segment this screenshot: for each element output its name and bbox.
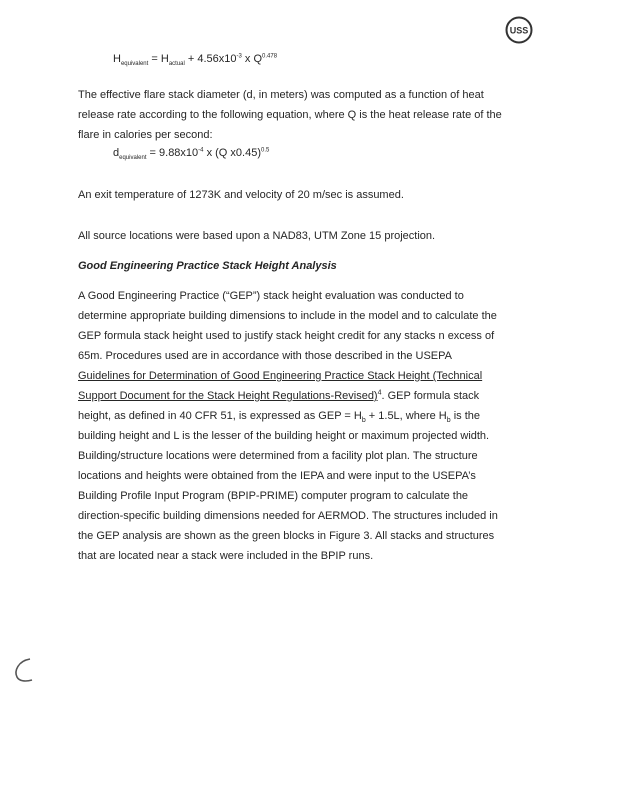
guideline-citation-cont: Support Document for the Stack Height Regulations-Revised) — [78, 390, 378, 402]
equation-diameter: $d_{equivalent} = 9.88x10^{-4}$ x (Q x0.45)$^{0.5}$ — [113, 147, 270, 162]
paragraph-gep-analysis: A Good Engineering Practice (“GEP”) stack height evaluation was conducted to determine appropriate building dimensions to include in the model and to calculate the GEP formula stack height used to justify stack height credit for any stacks n excess of 65m. Procedures used are in accordance with those described in the USEPA Guidelines for Determination of Good Engineering Practice Stack Height (Technical Support Document for the Stack Height Regulations-Revised)$^4$. GEP formula stack height, as defined in 40 CFR 51, is expressed as GEP = $H_b + 1.5L$, where $H_b$ is the building height and L is the lesser of the building height or maximum projected width. Building/structure locations were determined from a facility plot plan. The structure locations and heights were obtained from the IEPA and were input to the USEPA’s Building Profile Input Program (BPIP-PRIME) computer program to calculate the direction-specific building dimensions needed for AERMOD. The structures included in the GEP analysis are shown as the green blocks in Figure 3. All stacks and structures that are located near a stack were included in the BPIP runs. — [78, 290, 498, 562]
scan-mark-icon — [10, 656, 36, 684]
logo-text: USS — [509, 25, 529, 36]
paragraph-exit-temperature: An exit temperature of 1273K and velocity of 20 m/sec is assumed. — [78, 189, 404, 201]
equation-height: $H_{equivalent} = H_{actual} + 4.56x10^{-3}$ x $Q^{0.478}$ — [113, 53, 278, 68]
uss-logo-icon — [505, 16, 533, 44]
guideline-citation: Guidelines for Determination of Good Engineering Practice Stack Height (Technical — [78, 370, 483, 382]
paragraph-source-locations: All source locations were based upon a NAD83, UTM Zone 15 projection. — [78, 230, 436, 242]
section-heading: Good Engineering Practice Stack Height Analysis — [78, 260, 337, 272]
paragraph-flare-diameter: The effective flare stack diameter (d, in meters) was computed as a function of heat release rate according to the following equation, where Q is the heat release rate of the flare in calories per second: — [78, 89, 502, 141]
